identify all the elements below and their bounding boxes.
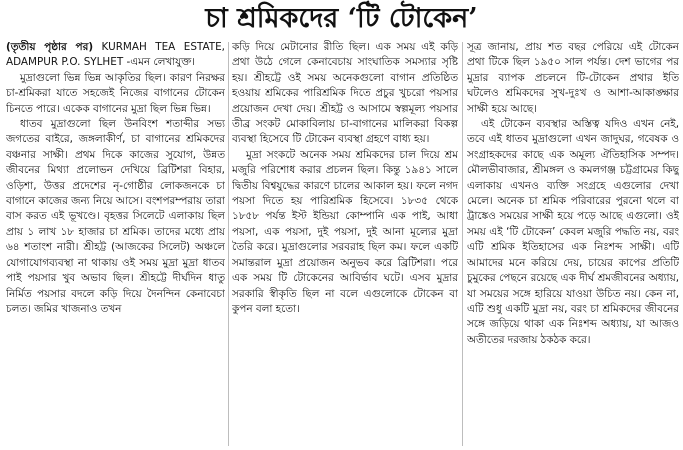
column-3-paragraph-2: এই টোকেন ব্যবস্থার অস্তিত্ব যদিও এখন নেই, তবে এই ধাতব মুদ্রাগুলো এখন জাদুঘর, গবেষক ও সংগ্রাহকদের কাছে এক অমূল্য ঐতিহাসিক সম্পদ। মৌলভীবাজার, শ্রীমঙ্গল ও কমলগঞ্জ চট্টগ্রামের কিছু এলাকায় এখনও ব্যক্তি সংগ্রহে এগুলোর দেখা মেলে। অনেক চা শ্রমিক পরিবারের পুরনো থলে বা ট্রাঙ্কেও সময়ের সাক্ষী হয়ে পড়ে আছে এগুলো। ওই সময় এই ‘টি টোকেন’ কেবল মজুরি পদ্ধতি নয়, বরং এটি শ্রমিক ইতিহাসের এক নিঃশব্দ সাক্ষী। এটি আমাদের মনে করিয়ে দেয়, চায়ের কাপের প্রতিটি চুমুকের পেছনে রয়েছে এক দীর্ঘ শ্রমজীবনের অধ্যায়, যা সময়ের সঙ্গে হারিয়ে যাওয়া উচিত নয়। কেন না, এটি শুধু একটি মুদ্রা নয়, বরং চা শ্রমিকদের জীবনের সঙ্গে জড়িয়ে থাকা এক নিঃশব্দ অধ্যায়, যা আজও অতীতের দরজায় ঠকঠক করে। bbox=[467, 118, 679, 346]
article-title: চা শ্রমিকদের ‘টি টোকেন’ bbox=[205, 3, 478, 34]
column-divider bbox=[228, 42, 229, 446]
column-2-paragraph-2: মুদ্রা সংকটে অনেক সময় শ্রমিকদের চাল দিয়ে শ্রম মজুরি পরিশোধ করার প্রচলন ছিল। কিন্তু ১৯৪১ সালে দ্বিতীয় বিশ্বযুদ্ধের কারণে চালের আকাল হয়। ফলে নগদ পয়সা দিতে হয় পারিশ্রমিক হিসেবে। ১৮৩৫ থেকে ১৮৫৮ পর্যন্ত ইস্ট ইন্ডিয়া কোম্পানি এক পাই, আধা পয়সা, এক পয়সা, দুই পয়সা, দুই আনা মূল্যের মুদ্রা তৈরি করে। মুদ্রাগুলোর সরবরাহ ছিল কম। ফলে একটি সমান্তরাল মুদ্রা প্রয়োজন অনুভব করে ব্রিটিশরা। পরে এক সময় টি টোকেনের আবির্ভাব ঘটে। এসব মুদ্রার সরকারি স্বীকৃতি ছিল না বলে এগুলোকে টোকেন বা কুপন বলা হতো। bbox=[232, 148, 458, 315]
column-1-paragraph-1 bbox=[6, 40, 225, 71]
column-1-paragraph-2: মুদ্রাগুলো ভিন্ন ভিন্ন আকৃতির ছিল। কারণ নিরক্ষর চা-শ্রমিকরা যাতে সহজেই নিজের বাগানের টোকেন চিনতে পারে। একেক বাগানের মুদ্রা ছিল ভিন্ন ভিন্ন। bbox=[6, 71, 225, 115]
article-column-3 bbox=[467, 40, 679, 448]
paragraph-text: KURMAH TEA ESTATE, ADAMPUR P.O. SYLHET -এমন লেখাযুক্ত। bbox=[6, 41, 225, 69]
column-3-paragraph-1: সূত্র জানায়, প্রায় শত বছর পেরিয়ে এই টোকেন প্রথা টিকে ছিল ১৯৫০ সাল পর্যন্ত। দেশ ভাগের পর মুদ্রার ব্যাপক প্রচলনে টি-টোকেন প্রথার ইতি ঘটলেও শ্রমিকদের সুখ-দুঃখ ও আশা-আকাঙ্ক্ষার সাক্ষী হয়ে আছে। bbox=[467, 41, 679, 115]
article-column-1 bbox=[6, 40, 225, 448]
article-column-2 bbox=[232, 40, 458, 448]
continuation-label: (তৃতীয় পৃষ্ঠার পর) bbox=[6, 41, 94, 53]
column-2-paragraph-1: কড়ি দিয়ে মেটানোর রীতি ছিল। এক সময় এই কড়ি প্রথা উঠে গেলে কেনাবেচায় সাংঘাতিক সমস্যার সৃষ্টি হয়। শ্রীহট্টে ওই সময় অনেকগুলো বাগান প্রতিষ্ঠিত হওয়ায় শ্রমিকের পারিশ্রমিক দিতে প্রচুর খুচরো পয়সার প্রয়োজন দেখা দেয়। শ্রীহট্ট ও আসামে স্বল্পমূল্য পয়সার তীব্র সংকট মোকাবিলায় চা-বাগানের মালিকরা বিকল্প ব্যবস্থা হিসেবে টি টোকেন ব্যবস্থা গ্রহণে বাধ্য হয়। bbox=[232, 41, 458, 146]
column-1-paragraph-3: ধাতব মুদ্রাগুলো ছিল উনবিংশ শতাব্দীর সভ্য জগতের বাইরে, জঙ্গলাকীর্ণ, চা বাগানের শ্রমিকদের বঞ্চনার সাক্ষী। প্রথম দিকে কাজের সুযোগ, উন্নত জীবনের মিথ্যা প্রলোভন দেখিয়ে ব্রিটিশরা বিহার, ওড়িশা, উত্তর প্রদেশের নৃ-গোষ্ঠীর লোকজনকে চা বাগানে কাজের জন্য নিয়ে আসে। বংশপরম্পরায় তারা বাস করত এই ভূখণ্ডে। বৃহত্তর সিলেটে এলাকায় ছিল প্রায় ১ লাখ ১৮ হাজার চা শ্রমিক। তাদের মধ্যে প্রায় ৬৪ শতাংশ নারী। শ্রীহট্ট (আজকের সিলেট) অঞ্চলে যোগাযোগব্যবস্থা না থাকায় ওই সময় মুদ্রা মুদ্রা ধাতব পাই পয়সার খুব অভাব ছিল। শ্রীহট্টে দীর্ঘদিন ধাতু নির্মিত পয়সার বদলে কড়ি দিয়ে দৈনন্দিন কেনাবেচা চলত। জমির খাজনাও তখন bbox=[6, 118, 225, 315]
column-divider bbox=[462, 42, 463, 446]
